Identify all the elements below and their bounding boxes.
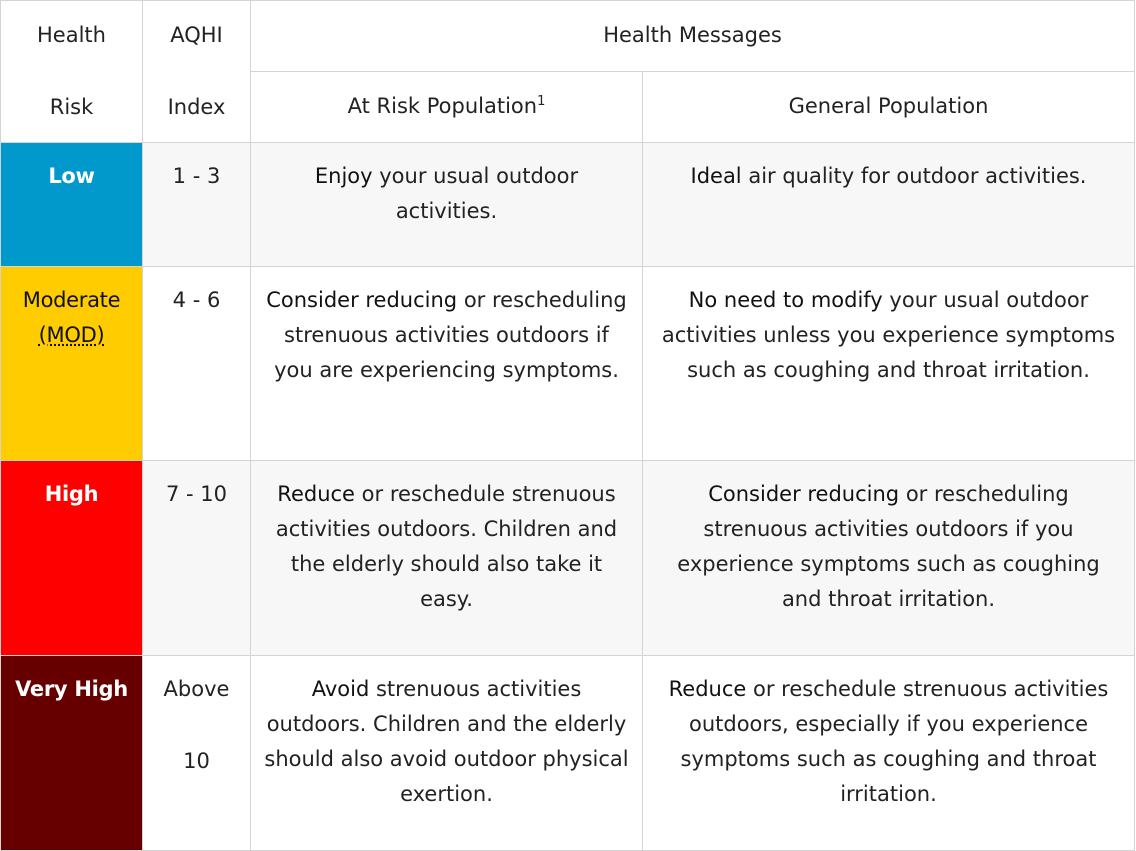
general-text: your usual outdoor activities unless you experience symptoms such as coughing and throat irritation. <box>661 288 1116 382</box>
health-risk-header-line1: Health <box>37 23 106 47</box>
general-message <box>643 461 1135 656</box>
risk-level-moderate <box>1 267 143 461</box>
aqhi-index <box>143 656 251 851</box>
general-message <box>643 656 1135 851</box>
at-risk-message <box>251 267 643 461</box>
at-risk-population-header <box>251 72 643 143</box>
aqhi-index-header <box>143 1 251 143</box>
risk-level-low: Low <box>1 143 143 267</box>
at-risk-emphasis: Avoid <box>311 677 370 701</box>
table-row <box>1 143 1135 267</box>
at-risk-message <box>251 656 643 851</box>
table-row <box>1 656 1135 851</box>
general-population-header: General Population <box>643 72 1135 143</box>
footnote-marker: 1 <box>537 94 546 109</box>
at-risk-message <box>251 461 643 656</box>
aqhi-index: 1 - 3 <box>143 143 251 267</box>
risk-level-moderate-label: Moderate <box>22 288 121 312</box>
at-risk-population-label: At Risk Population <box>347 94 538 118</box>
general-emphasis: No need to modify <box>688 288 883 312</box>
risk-level-high: High <box>1 461 143 656</box>
general-emphasis: Reduce <box>668 677 747 701</box>
general-text: air quality for outdoor activities. <box>741 164 1087 188</box>
table-row <box>1 267 1135 461</box>
at-risk-emphasis: Enjoy <box>314 164 373 188</box>
table-row <box>1 461 1135 656</box>
general-emphasis: Consider reducing <box>708 482 900 506</box>
general-message <box>643 143 1135 267</box>
health-risk-header <box>1 1 143 143</box>
aqhi-index: 4 - 6 <box>143 267 251 461</box>
at-risk-text: or rescheduling strenuous activities outdoors if you are experiencing symptoms. <box>274 288 627 382</box>
at-risk-emphasis: Reduce <box>277 482 355 506</box>
risk-level-very-high: Very High <box>1 656 143 851</box>
aqhi-index-header-line2: Index <box>167 95 226 119</box>
health-messages-header: Health Messages <box>251 1 1135 72</box>
aqhi-index: 7 - 10 <box>143 461 251 656</box>
at-risk-text: your usual outdoor activities. <box>372 164 579 223</box>
at-risk-text: or reschedule strenuous activities outdoors. Children and the elderly should also take it easy. <box>275 482 618 611</box>
general-text: or reschedule strenuous activities outdoors, especially if you experience symptoms such as coughing and throat irritation. <box>680 677 1109 806</box>
general-message <box>643 267 1135 461</box>
aqhi-index-line2: 10 <box>183 749 210 773</box>
risk-level-moderate-abbr: (MOD) <box>38 323 105 347</box>
aqhi-index-header-line1: AQHI <box>170 23 223 47</box>
at-risk-text: strenuous activities outdoors. Children and the elderly should also avoid outdoor physical exertion. <box>264 677 629 806</box>
aqhi-index-line1: Above <box>163 677 230 701</box>
general-emphasis: Ideal <box>690 164 742 188</box>
at-risk-message <box>251 143 643 267</box>
health-risk-header-line2: Risk <box>49 95 94 119</box>
general-text: or rescheduling strenuous activities outdoors if you experience symptoms such as coughing and throat irritation. <box>677 482 1100 611</box>
at-risk-emphasis: Consider reducing <box>266 288 458 312</box>
